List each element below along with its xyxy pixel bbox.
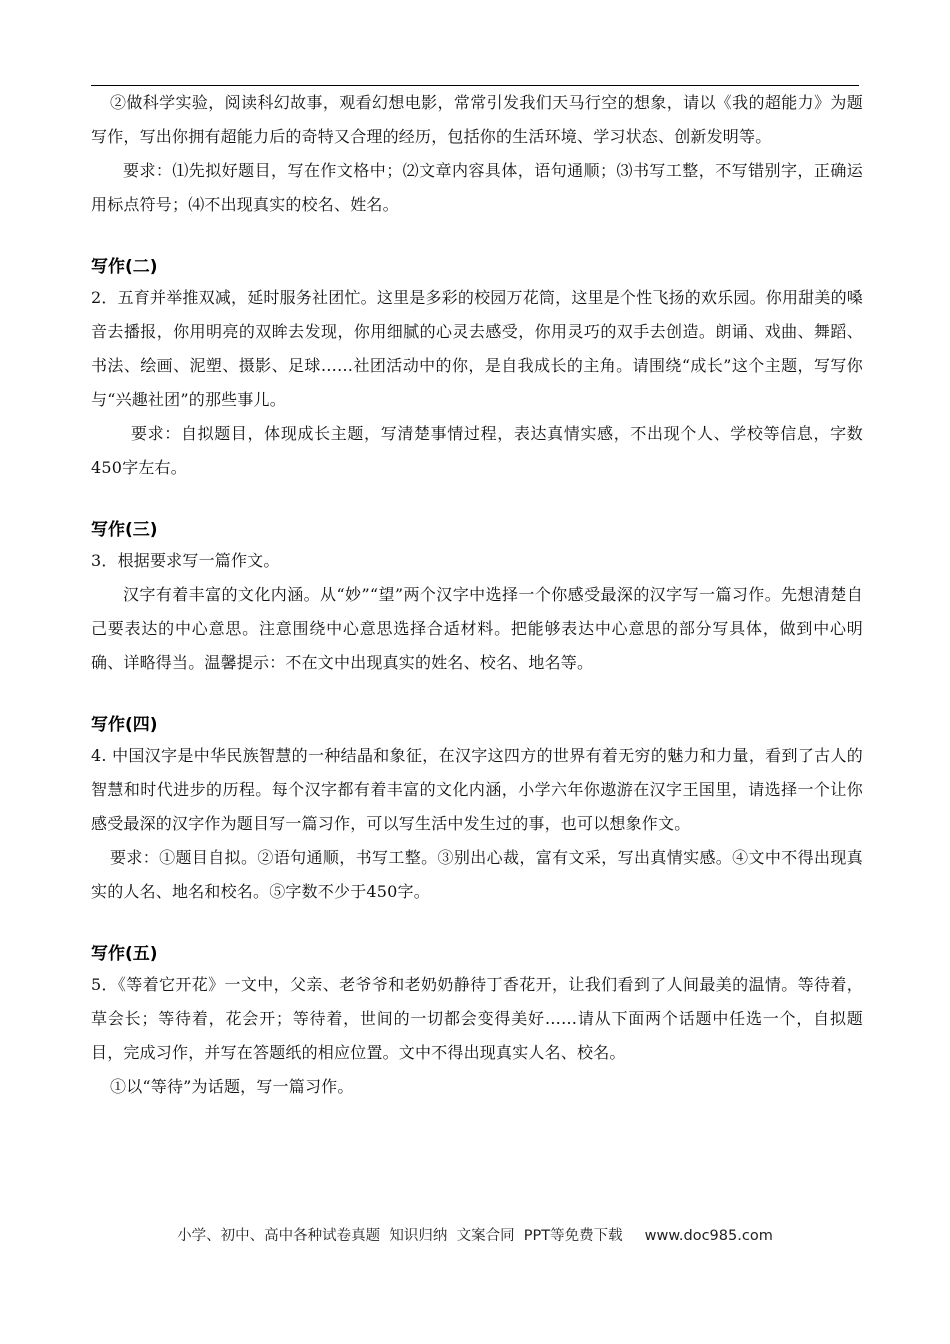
document-body — [91, 86, 863, 1104]
section-heading: 写作(三) — [91, 520, 158, 540]
section-writing-4 — [91, 714, 863, 909]
section-writing-3 — [91, 519, 863, 680]
section-writing-5 — [91, 943, 863, 1104]
section-writing-2 — [91, 256, 863, 485]
question-text: 3．根据要求写一篇作文。 — [91, 551, 280, 570]
question-text: 5．《等着它开花》一文中，父亲、老爷爷和老奶奶静待丁香花开，让我们看到了人间最美的温情。等待着，草会长；等待着，花会开；等待着，世间的一切都会变得美好……请从下面两个话题中任选一个，自拟题目，完成习作，并写在答题纸的相应位置。文中不得出现真实人名、校名。 — [91, 975, 863, 1062]
section-heading: 写作(二) — [91, 257, 158, 277]
footer-url[interactable]: www.doc985.com — [644, 1228, 773, 1244]
footer-text: 小学、初中、高中各种试卷真题 知识归纳 文案合同 PPT等免费下载 — [177, 1228, 623, 1244]
page-footer — [0, 1224, 950, 1245]
option-text: ①以“等待”为话题，写一篇习作。 — [110, 1077, 354, 1096]
intro-requirements: 要求：⑴先拟好题目，写在作文格中；⑵文章内容具体，语句通顺；⑶书写工整，不写错别字，正确运用标点符号；⑷不出现真实的校名、姓名。 — [91, 161, 863, 214]
intro-prompt: ②做科学实验，阅读科幻故事，观看幻想电影，常常引发我们天马行空的想象，请以《我的超能力》为题写作，写出你拥有超能力后的奇特又合理的经历，包括你的生活环境、学习状态、创新发明等。 — [91, 93, 863, 146]
requirements-text: 要求：①题目自拟。②语句通顺，书写工整。③别出心裁，富有文采，写出真情实感。④文中不得出现真实的人名、地名和校名。⑤字数不少于450字。 — [91, 848, 863, 901]
question-text: 2．五育并举推双减，延时服务社团忙。这里是多彩的校园万花筒，这里是个性飞扬的欢乐园。你用甜美的嗓音去播报，你用明亮的双眸去发现，你用细腻的心灵去感受，你用灵巧的双手去创造。朗诵、戏曲、舞蹈、书法、绘画、泥塑、摄影、足球……社团活动中的你，是自我成长的主角。请围绕“成长”这个主题，写写你与“兴趣社团”的那些事儿。 — [91, 288, 863, 409]
section-heading: 写作(五) — [91, 944, 158, 964]
section-heading: 写作(四) — [91, 715, 158, 735]
requirements-text: 要求：自拟题目，体现成长主题，写清楚事情过程，表达真情实感，不出现个人、学校等信息，字数450字左右。 — [91, 424, 863, 477]
body-text: 汉字有着丰富的文化内涵。从“妙”“望”两个汉字中选择一个你感受最深的汉字写一篇习作。先想清楚自己要表达的中心意思。注意围绕中心意思选择合适材料。把能够表达中心意思的部分写具体，做到中心明确、详略得当。温馨提示：不在文中出现真实的姓名、校名、地名等。 — [91, 585, 863, 672]
question-text: 4. 中国汉字是中华民族智慧的一种结晶和象征，在汉字这四方的世界有着无穷的魅力和力量，看到了古人的智慧和时代进步的历程。每个汉字都有着丰富的文化内涵，小学六年你遨游在汉字王国里，请选择一个让你感受最深的汉字作为题目写一篇习作，可以写生活中发生过的事，也可以想象作文。 — [91, 746, 863, 833]
